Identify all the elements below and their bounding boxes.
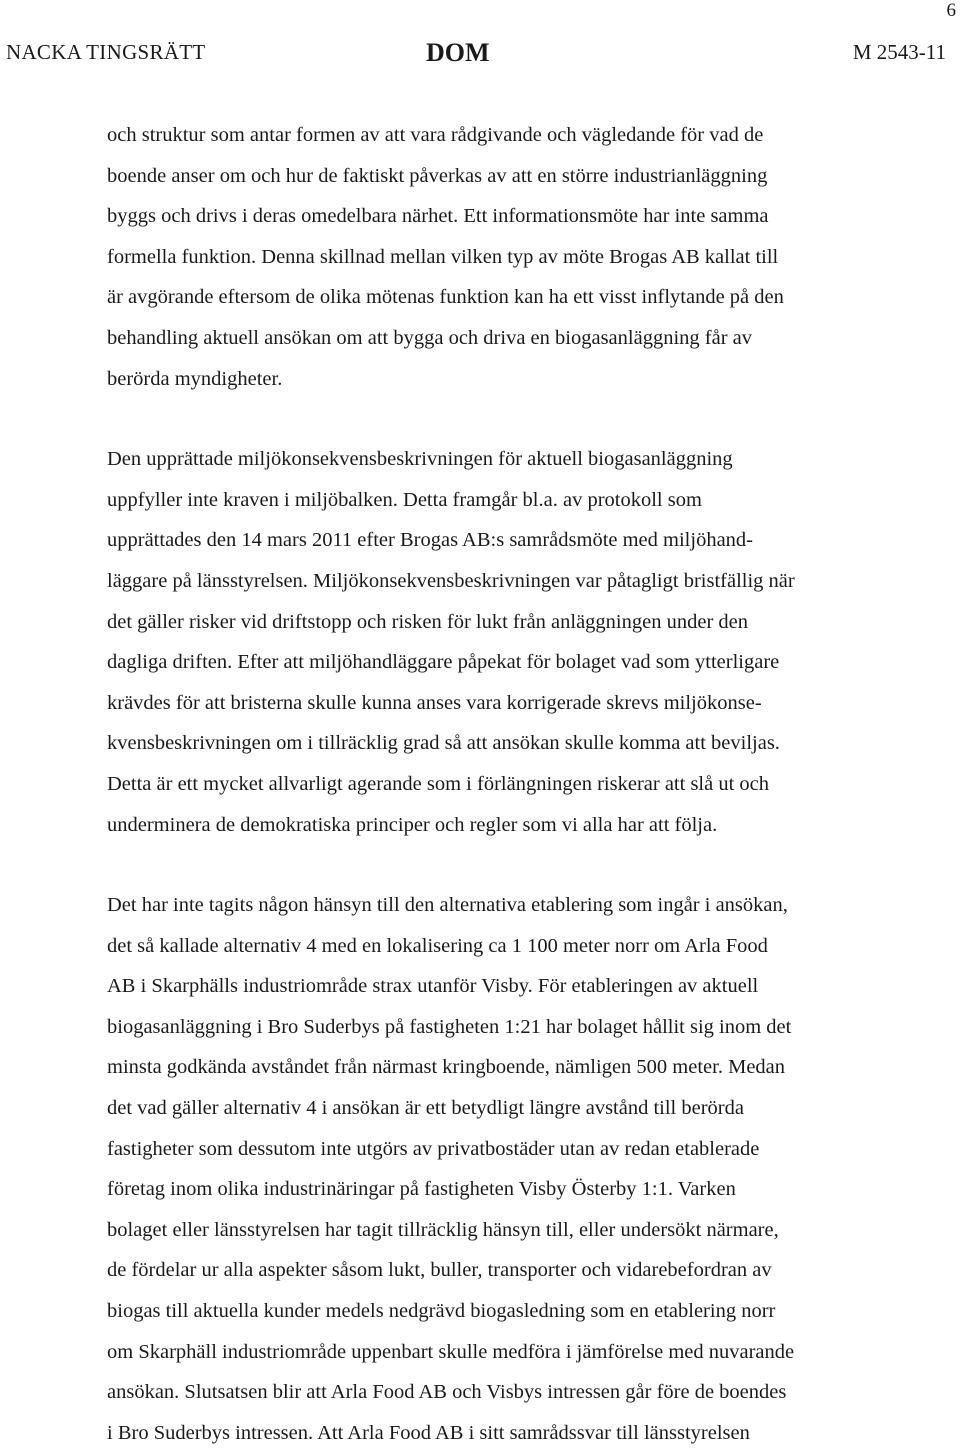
text-line: underminera de demokratiska principer och regler som vi alla har att följa. [107, 813, 718, 836]
paragraph [107, 885, 907, 1453]
text-line: byggs och drivs i deras omedelbara närhet. Ett informationsmöte har inte samma [107, 205, 769, 228]
text-line: biogas till aktuella kunder medels nedgrävd biogasledning som en etablering norr [107, 1300, 776, 1323]
text-line: krävdes för att bristerna skulle kunna anses vara korrigerade skrevs miljökonse- [107, 691, 762, 714]
text-line: bolaget eller länsstyrelsen har tagit tillräcklig hänsyn till, eller undersökt närmare, [107, 1218, 779, 1241]
text-line: boende anser om och hur de faktiskt påverkas av att en större industrianläggning [107, 164, 768, 187]
text-line: Det har inte tagits någon hänsyn till den alternativa etablering som ingår i ansökan, [107, 894, 788, 917]
text-line: företag inom olika industrinäringar på fastigheten Visby Österby 1:1. Varken [107, 1178, 736, 1201]
text-line: kvensbeskrivningen om i tillräcklig grad så att ansökan skulle komma att beviljas. [107, 732, 780, 755]
text-line: läggare på länsstyrelsen. Miljökonsekvensbeskrivningen var påtagligt bristfällig när [107, 569, 795, 592]
text-line: fastigheter som dessutom inte utgörs av privatbostäder utan av redan etablerade [107, 1137, 760, 1160]
text-line: biogasanläggning i Bro Suderbys på fastigheten 1:21 har bolaget hållit sig inom det [107, 1015, 792, 1038]
text-line: formella funktion. Denna skillnad mellan vilken typ av möte Brogas AB kallat till [107, 245, 779, 268]
document-body [107, 115, 907, 1453]
document-type: DOM [426, 38, 490, 67]
text-line: det gäller risker vid driftstopp och risken för lukt från anläggningen under den [107, 610, 749, 633]
court-name: NACKA TINGSRÄTT [6, 40, 206, 64]
text-line: och struktur som antar formen av att vara rådgivande och vägledande för vad de [107, 124, 764, 146]
text-line: Detta är ett mycket allvarligt agerande som i förlängningen riskerar att slå ut och [107, 772, 770, 795]
page-number: 6 [946, 0, 956, 21]
text-line: Den upprättade miljökonsekvensbeskrivningen för aktuell biogasanläggning [107, 448, 733, 471]
text-line: det vad gäller alternativ 4 i ansökan är ett betydligt längre avstånd till berörda [107, 1097, 744, 1120]
text-line: ansökan. Slutsatsen blir att Arla Food AB och Visbys intressen går före de boendes [107, 1381, 787, 1404]
text-line: AB i Skarphälls industriområde strax utanför Visby. För etableringen av aktuell [107, 975, 759, 998]
document-header [6, 40, 946, 74]
case-number: M 2543-11 [852, 40, 946, 64]
text-line: minsta godkända avståndet från närmast kringboende, nämligen 500 meter. Medan [107, 1056, 786, 1079]
paragraph [107, 115, 907, 399]
text-line: upprättades den 14 mars 2011 efter Brogas AB:s samrådsmöte med miljöhand- [107, 529, 753, 552]
text-line: uppfyller inte kraven i miljöbalken. Detta framgår bl.a. av protokoll som [107, 488, 702, 511]
text-line: är avgörande eftersom de olika mötenas funktion kan ha ett visst inflytande på den [107, 286, 784, 309]
text-line: behandling aktuell ansökan om att bygga och driva en biogasanläggning får av [107, 326, 752, 349]
text-line: om Skarphäll industriområde uppenbart skulle medföra i jämförelse med nuvarande [107, 1340, 795, 1363]
text-line: dagliga driften. Efter att miljöhandläggare påpekat för bolaget vad som ytterligare [107, 651, 780, 674]
text-line: berörda myndigheter. [107, 367, 283, 390]
text-line: i Bro Suderbys intressen. Att Arla Food AB i sitt samrådssvar till länsstyrelsen [107, 1421, 750, 1444]
text-line: de fördelar ur alla aspekter såsom lukt, buller, transporter och vidarebefordran av [107, 1259, 772, 1282]
paragraph [107, 439, 907, 845]
text-line: det så kallade alternativ 4 med en lokalisering ca 1 100 meter norr om Arla Food [107, 934, 768, 957]
